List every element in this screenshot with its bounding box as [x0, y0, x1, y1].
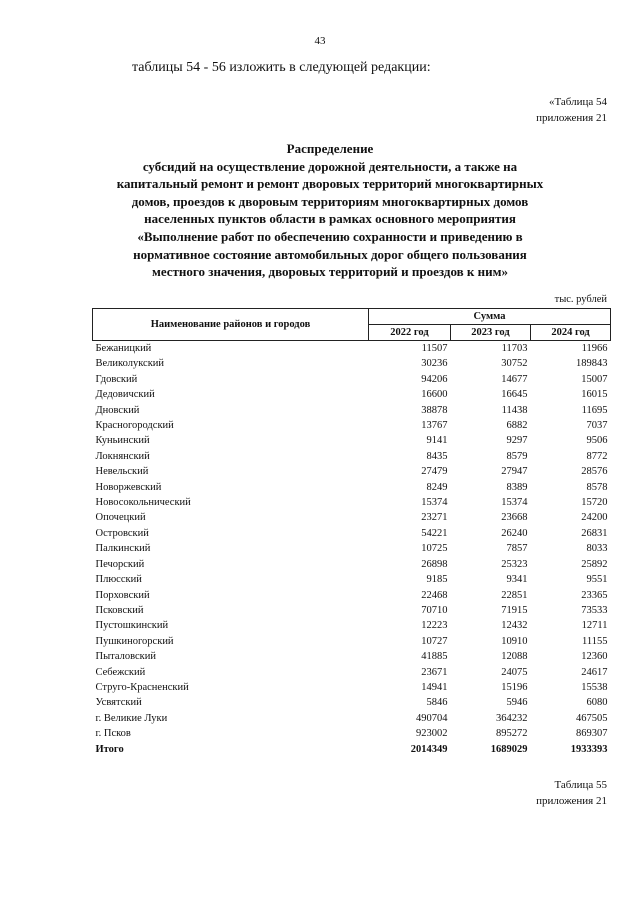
amount-cell: 28576 — [581, 466, 608, 478]
table-row — [93, 356, 611, 371]
column-header-name: Наименование районов и городов — [93, 309, 369, 341]
district-name: г. Великие Луки — [95, 712, 168, 724]
amount-cell: 15720 — [581, 497, 608, 509]
district-name: Дедовичский — [95, 389, 155, 401]
table-row — [93, 418, 611, 433]
amount-cell: 895272 — [496, 728, 528, 740]
reference-table-label: Таблица 55 — [554, 779, 607, 791]
amount-cell: 364232 — [496, 712, 528, 724]
district-name: Локнянский — [95, 450, 150, 462]
amount-cell: 12088 — [501, 651, 528, 663]
table-row — [93, 665, 611, 680]
district-name: Красногородский — [95, 420, 174, 432]
amount-cell: 10910 — [501, 635, 528, 647]
total-value: 1689029 — [490, 743, 528, 755]
title-line: субсидий на осуществление дорожной деятельности, а также на — [142, 158, 518, 174]
amount-cell: 22468 — [421, 589, 448, 601]
district-name: г. Псков — [95, 728, 131, 740]
reference-appendix-label: приложения 21 — [536, 112, 607, 124]
amount-cell: 23671 — [421, 666, 448, 678]
district-name: Новосокольнический — [95, 497, 191, 509]
amount-cell: 15374 — [501, 497, 528, 509]
amount-cell: 23271 — [421, 512, 448, 524]
table-row — [93, 464, 611, 479]
amount-cell: 11703 — [501, 343, 528, 354]
amount-cell: 23668 — [501, 512, 528, 524]
amount-cell: 27947 — [501, 466, 528, 478]
amount-cell: 94206 — [421, 373, 448, 385]
amount-cell: 24075 — [501, 666, 528, 678]
table-row — [93, 341, 611, 357]
table-total-row — [93, 742, 611, 757]
amount-cell: 9297 — [506, 435, 528, 447]
table-row — [93, 433, 611, 448]
document-title — [60, 140, 600, 281]
amount-cell: 9185 — [426, 574, 448, 586]
table-row — [93, 495, 611, 510]
amount-cell: 15007 — [581, 373, 608, 385]
amount-cell: 8033 — [586, 543, 608, 555]
reference-table-label: «Таблица 54 — [548, 96, 607, 108]
amount-cell: 14677 — [501, 373, 528, 385]
district-name: Псковский — [95, 604, 144, 616]
amount-cell: 8249 — [426, 481, 448, 493]
title-line: населенных пунктов области в рамках основного мероприятия — [144, 211, 516, 227]
district-name: Невельский — [95, 466, 149, 478]
amount-cell: 467505 — [576, 712, 608, 724]
amount-cell: 12223 — [421, 620, 448, 632]
amount-cell: 15538 — [581, 681, 608, 693]
table-reference-bottom — [536, 777, 607, 809]
district-name: Себежский — [95, 666, 146, 678]
table-row — [93, 680, 611, 695]
title-line: местного значения, дворовых территорий и проездов к ним» — [151, 264, 508, 280]
amount-cell: 70710 — [421, 604, 448, 616]
amount-cell: 9141 — [426, 435, 448, 447]
amount-cell: 25892 — [581, 558, 608, 570]
amount-cell: 9551 — [586, 574, 608, 586]
table-row — [93, 618, 611, 633]
amount-cell: 23365 — [581, 589, 608, 601]
amount-cell: 30236 — [421, 358, 448, 370]
district-name: Новоржевский — [95, 481, 162, 493]
table-row — [93, 711, 611, 726]
amount-cell: 27479 — [421, 466, 448, 478]
amount-cell: 8578 — [586, 481, 608, 493]
amount-cell: 16015 — [581, 389, 608, 401]
reference-appendix-label: приложения 21 — [536, 795, 607, 807]
table-row — [93, 403, 611, 418]
table-row — [93, 634, 611, 649]
amount-cell: 73533 — [581, 604, 608, 616]
amount-cell: 30752 — [501, 358, 528, 370]
amount-cell: 6080 — [586, 697, 608, 709]
district-name: Куньинский — [95, 435, 150, 447]
amount-cell: 5946 — [506, 697, 528, 709]
table-row — [93, 480, 611, 495]
amount-cell: 189843 — [576, 358, 608, 370]
amount-cell: 26240 — [501, 527, 528, 539]
amount-cell: 8435 — [426, 450, 448, 462]
amount-cell: 12360 — [581, 651, 608, 663]
total-value: 2014349 — [410, 743, 448, 755]
title-line: нормативное состояние автомобильных дорог общего пользования — [133, 246, 527, 262]
amount-cell: 24200 — [581, 512, 608, 524]
district-name: Пушкиногорский — [95, 635, 174, 647]
title-line: Распределение — [286, 141, 374, 156]
amount-cell: 5846 — [426, 697, 448, 709]
column-header-year: 2024 год — [531, 325, 611, 341]
district-name: Пустошкинский — [95, 620, 169, 632]
amount-cell: 26898 — [421, 558, 448, 570]
amount-cell: 9506 — [586, 435, 608, 447]
district-name: Гдовский — [95, 373, 138, 385]
amount-cell: 14941 — [421, 681, 448, 693]
district-name: Дновский — [95, 404, 140, 416]
district-name: Пыталовский — [95, 651, 156, 663]
amount-cell: 923002 — [416, 728, 448, 740]
amount-cell: 9341 — [506, 574, 528, 586]
table-row — [93, 557, 611, 572]
amount-cell: 16645 — [501, 389, 528, 401]
table-row — [93, 726, 611, 741]
table-row — [93, 572, 611, 587]
district-name: Усвятский — [95, 697, 142, 709]
amount-cell: 15374 — [421, 497, 448, 509]
amount-cell: 11695 — [581, 404, 608, 416]
intro-text: таблицы 54 - 56 изложить в следующей редакции: — [132, 60, 431, 75]
amount-cell: 13767 — [421, 420, 448, 432]
amount-cell: 869307 — [576, 728, 608, 740]
amount-cell: 7857 — [506, 543, 528, 555]
amount-cell: 15196 — [501, 681, 528, 693]
column-header-year: 2022 год — [369, 325, 451, 341]
district-name: Плюсский — [95, 574, 142, 586]
amount-cell: 11438 — [501, 404, 528, 416]
amount-cell: 8389 — [506, 481, 528, 493]
district-name: Бежаницкий — [95, 343, 152, 354]
table-row — [93, 387, 611, 402]
title-line: капитальный ремонт и ремонт дворовых территорий многоквартирных — [116, 176, 544, 192]
amount-cell: 11155 — [582, 635, 608, 647]
district-name: Струго-Красненский — [95, 681, 189, 693]
amount-cell: 10725 — [421, 543, 448, 555]
amount-cell: 38878 — [421, 404, 448, 416]
amount-cell: 8772 — [586, 450, 608, 462]
amount-cell: 71915 — [501, 604, 528, 616]
amount-cell: 24617 — [581, 666, 608, 678]
column-header-year: 2023 год — [451, 325, 531, 341]
amount-cell: 10727 — [421, 635, 448, 647]
amount-cell: 16600 — [421, 389, 448, 401]
district-name: Островский — [95, 527, 149, 539]
district-name: Печорский — [95, 558, 145, 570]
total-value: 1933393 — [570, 743, 608, 755]
amount-cell: 12432 — [501, 620, 528, 632]
table-row — [93, 526, 611, 541]
title-line: домов, проездов к дворовым территориям многоквартирных домов — [131, 193, 529, 209]
district-name: Опочецкий — [95, 512, 146, 524]
distribution-table — [92, 308, 611, 757]
amount-cell: 7037 — [586, 420, 608, 432]
table-row — [93, 588, 611, 603]
table-row — [93, 541, 611, 556]
units-label: тыс. рублей — [554, 294, 607, 305]
table-row — [93, 695, 611, 710]
amount-cell: 41885 — [421, 651, 448, 663]
district-name: Великолукский — [95, 358, 165, 370]
page-number: 43 — [314, 35, 326, 47]
table-row — [93, 649, 611, 664]
table-row — [93, 449, 611, 464]
title-line: «Выполнение работ по обеспечению сохранности и приведению в — [137, 228, 523, 244]
amount-cell: 54221 — [421, 527, 448, 539]
table-row — [93, 372, 611, 387]
amount-cell: 8579 — [506, 450, 528, 462]
amount-cell: 22851 — [501, 589, 528, 601]
amount-cell: 490704 — [416, 712, 448, 724]
table-reference-top — [536, 94, 607, 126]
amount-cell: 26831 — [581, 527, 608, 539]
district-name: Палкинский — [95, 543, 151, 555]
column-header-sum: Сумма — [369, 309, 611, 325]
amount-cell: 11507 — [421, 343, 448, 354]
amount-cell: 6882 — [506, 420, 528, 432]
district-name: Порховский — [95, 589, 150, 601]
table-row — [93, 603, 611, 618]
amount-cell: 25323 — [501, 558, 528, 570]
table-row — [93, 510, 611, 525]
table-body — [93, 341, 611, 742]
amount-cell: 11966 — [581, 343, 608, 354]
amount-cell: 12711 — [581, 620, 608, 632]
total-label: Итого — [95, 743, 124, 755]
